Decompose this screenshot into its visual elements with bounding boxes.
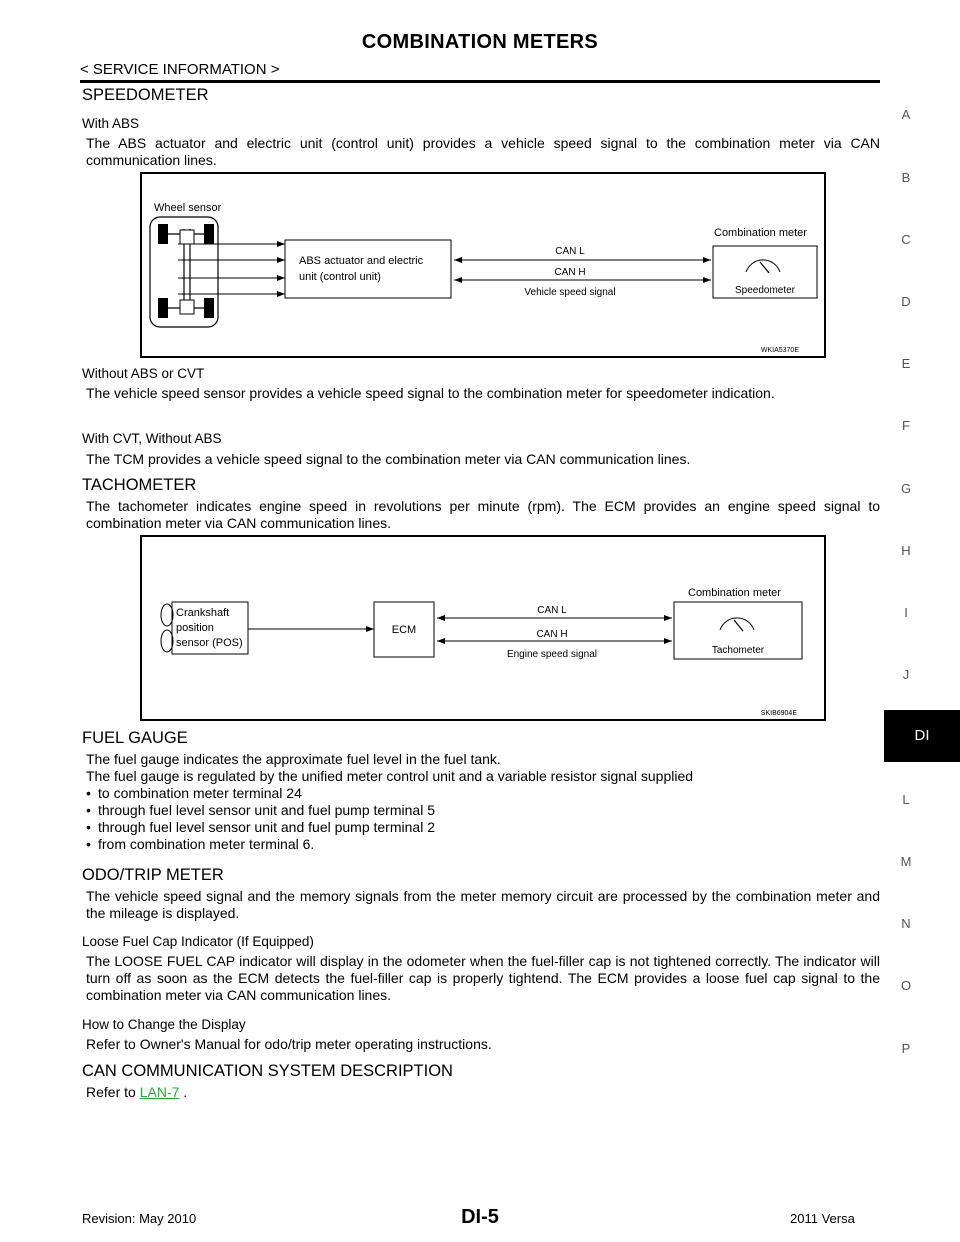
fuel-gauge-bullet: • from combination meter terminal 6.	[86, 836, 315, 852]
can-l-label: CAN L	[555, 246, 585, 257]
speedometer-label: Speedometer	[734, 285, 796, 296]
side-index-n[interactable]: N	[901, 916, 911, 931]
with-abs-text: The ABS actuator and electric unit (control unit) provides a vehicle speed signal to the combination meter via CAN communication lines.	[86, 135, 880, 168]
can-refer-prefix: Refer to	[86, 1084, 140, 1100]
abs-unit-label-2: unit (control unit)	[299, 271, 381, 283]
wheel-rear-right	[204, 298, 214, 318]
revision-date: Revision: May 2010	[82, 1211, 197, 1226]
change-display-text: Refer to Owner's Manual for odo/trip meter operating instructions.	[86, 1036, 492, 1052]
ecm-label: ECM	[391, 624, 417, 636]
sensor-signal-arrow	[366, 626, 374, 632]
side-index-c[interactable]: C	[901, 232, 911, 247]
combination-meter-label: Combination meter	[688, 587, 781, 599]
side-index-b[interactable]: B	[901, 170, 911, 185]
with-cvt-text: The TCM provides a vehicle speed signal to the combination meter via CAN communication lines.	[86, 451, 691, 467]
wheel-front-right	[204, 224, 214, 244]
can-h-arrow-right	[703, 277, 711, 283]
crankshaft-sensor-label-1: Crankshaft	[176, 607, 230, 619]
can-h-arrow-left	[454, 277, 462, 283]
fuel-gauge-bullet-text: to combination meter terminal 24	[98, 785, 302, 801]
diagram-code: WKIA5370E	[760, 347, 799, 354]
speedometer-needle-icon	[760, 262, 769, 273]
side-index-p[interactable]: P	[901, 1041, 911, 1056]
side-index-h[interactable]: H	[901, 543, 911, 558]
wheel-front-left	[158, 224, 168, 244]
tachometer-diagram-svg	[142, 537, 824, 719]
can-l-label: CAN L	[537, 605, 567, 616]
can-l-arrow-left	[454, 257, 462, 263]
fuel-gauge-bullet: • to combination meter terminal 24	[86, 785, 302, 801]
fuel-gauge-bullet-text: through fuel level sensor unit and fuel pump terminal 5	[98, 802, 435, 818]
tachometer-label: Tachometer	[711, 645, 765, 656]
side-index-m[interactable]: M	[900, 854, 912, 869]
can-l-arrow-right	[664, 615, 672, 621]
side-index-active-tab[interactable]: DI	[884, 710, 960, 762]
page-title: COMBINATION METERS	[361, 31, 599, 53]
arrow-1	[277, 241, 285, 247]
side-index-o[interactable]: O	[900, 978, 912, 993]
breadcrumb: < SERVICE INFORMATION >	[80, 61, 280, 78]
fuel-gauge-bullet: • through fuel level sensor unit and fuel pump terminal 5	[86, 802, 435, 818]
sensor-coil-top	[161, 604, 173, 626]
fuel-gauge-bullet-text: from combination meter terminal 6.	[98, 836, 315, 852]
side-index-i[interactable]: I	[904, 605, 908, 620]
change-display-heading: How to Change the Display	[82, 1017, 246, 1032]
engine-speed-signal-label: Engine speed signal	[506, 649, 598, 660]
speedometer-heading: SPEEDOMETER	[82, 86, 209, 104]
model-year: 2011 Versa	[790, 1211, 855, 1226]
with-cvt-heading: With CVT, Without ABS	[82, 431, 222, 446]
can-refer-text	[86, 1084, 880, 1101]
tachometer-heading: TACHOMETER	[82, 476, 197, 494]
differential-front	[180, 230, 194, 244]
wheel-rear-left	[158, 298, 168, 318]
side-index-j[interactable]: J	[902, 667, 910, 682]
can-l-arrow-left	[437, 615, 445, 621]
without-abs-cvt-text: The vehicle speed sensor provides a vehicle speed signal to the combination meter for speedometer indication.	[86, 385, 775, 401]
lan-7-link[interactable]: LAN-7	[139, 1084, 180, 1100]
side-index-g[interactable]: G	[900, 481, 912, 496]
fuel-gauge-bullet-text: through fuel level sensor unit and fuel pump terminal 2	[98, 819, 435, 835]
fuel-gauge-text-2: The fuel gauge is regulated by the unified meter control unit and a variable resistor signal supplied	[86, 768, 694, 784]
can-l-arrow-right	[703, 257, 711, 263]
page-number: DI-5	[461, 1206, 499, 1228]
can-heading: CAN COMMUNICATION SYSTEM DESCRIPTION	[82, 1062, 453, 1080]
tachometer-diagram	[140, 535, 826, 721]
combination-meter-label: Combination meter	[714, 227, 807, 239]
loose-cap-heading: Loose Fuel Cap Indicator (If Equipped)	[82, 934, 314, 949]
can-h-label: CAN H	[554, 267, 586, 278]
arrow-4	[277, 291, 285, 297]
arrow-3	[277, 275, 285, 281]
vehicle-speed-signal-label: Vehicle speed signal	[524, 287, 616, 298]
with-abs-heading: With ABS	[82, 116, 140, 131]
speedometer-diagram-svg	[142, 174, 824, 356]
odo-trip-text: The vehicle speed signal and the memory signals from the meter memory circuit are processed by the combination meter and the mileage is displayed.	[86, 888, 880, 921]
tachometer-text: The tachometer indicates engine speed in revolutions per minute (rpm). The ECM provides an engine speed signal to combination meter via CAN communication lines.	[86, 498, 880, 531]
abs-unit-box	[285, 240, 451, 298]
tachometer-needle-icon	[734, 620, 743, 631]
differential-rear	[180, 300, 194, 314]
can-h-arrow-right	[664, 638, 672, 644]
arrow-2	[277, 257, 285, 263]
can-refer-suffix: .	[179, 1084, 188, 1100]
side-index-e[interactable]: E	[901, 356, 911, 371]
speedometer-diagram	[140, 172, 826, 358]
side-index-d[interactable]: D	[901, 294, 911, 309]
diagram-code: SKIB6904E	[760, 710, 797, 717]
fuel-gauge-bullet: • through fuel level sensor unit and fuel pump terminal 2	[86, 819, 435, 835]
header-divider	[80, 80, 880, 83]
side-index-f[interactable]: F	[902, 418, 910, 433]
crankshaft-sensor-label-2: position	[176, 622, 214, 634]
abs-unit-label-1: ABS actuator and electric	[299, 255, 424, 267]
crankshaft-sensor-label-3: sensor (POS)	[176, 637, 243, 649]
can-h-arrow-left	[437, 638, 445, 644]
loose-cap-text: The LOOSE FUEL CAP indicator will display in the odometer when the fuel-filler cap is not tightened correctly. The indicator will turn off as soon as the ECM detects the fuel-filler cap is properly tightend. The ECM provides a loose fuel cap signal to the combination meter via CAN communication lines.	[86, 953, 880, 1003]
wheel-sensor-label: Wheel sensor	[154, 202, 222, 214]
side-index-a[interactable]: A	[901, 107, 911, 122]
side-index-l[interactable]: L	[902, 792, 910, 807]
fuel-gauge-text-1: The fuel gauge indicates the approximate fuel level in the fuel tank.	[86, 751, 501, 767]
without-abs-cvt-heading: Without ABS or CVT	[82, 366, 205, 381]
fuel-gauge-heading: FUEL GAUGE	[82, 729, 188, 747]
can-h-label: CAN H	[536, 629, 568, 640]
odo-trip-heading: ODO/TRIP METER	[82, 866, 224, 884]
sensor-coil-bottom	[161, 630, 173, 652]
